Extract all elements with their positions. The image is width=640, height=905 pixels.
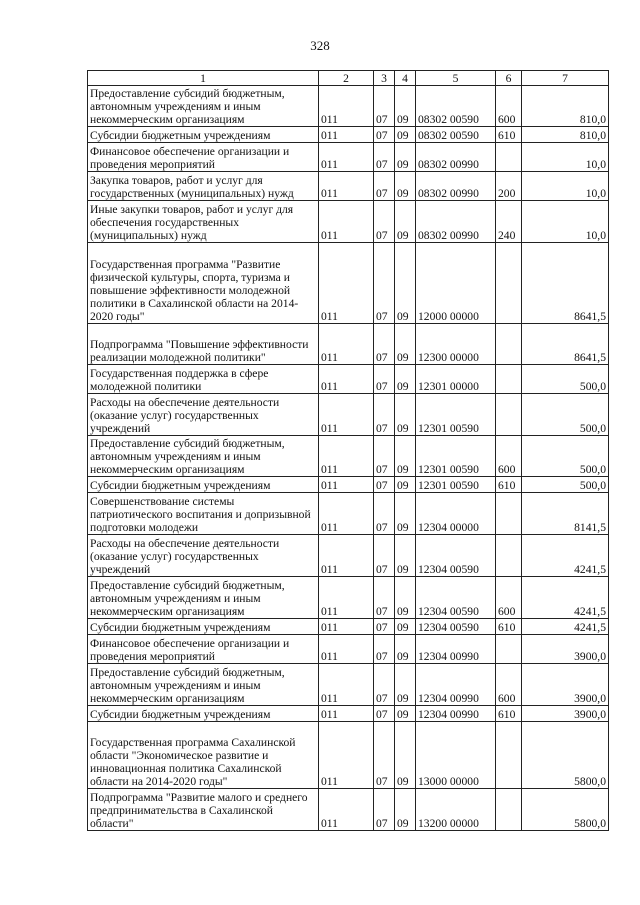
subsection-code-cell: 09 — [395, 127, 416, 143]
subsection-code-cell: 09 — [395, 477, 416, 493]
target-article-cell: 12304 00000 — [416, 493, 496, 535]
expense-type-cell — [496, 635, 522, 664]
expense-type-cell — [496, 243, 522, 324]
table-row — [88, 477, 609, 493]
table-row — [88, 201, 609, 243]
target-article-cell: 12301 00590 — [416, 436, 496, 477]
subsection-code-cell: 09 — [395, 143, 416, 172]
subsection-code-cell: 09 — [395, 86, 416, 127]
subsection-code-cell: 09 — [395, 722, 416, 789]
target-article-cell: 12000 00000 — [416, 243, 496, 324]
table-row — [88, 243, 609, 324]
target-article-cell: 13200 00000 — [416, 789, 496, 831]
subsection-code-cell: 09 — [395, 535, 416, 577]
header-cell: 5 — [416, 71, 496, 86]
expense-type-cell — [496, 493, 522, 535]
subsection-code-cell: 09 — [395, 635, 416, 664]
admin-code-cell: 011 — [319, 664, 374, 706]
admin-code-cell: 011 — [319, 201, 374, 243]
amount-cell: 8141,5 — [522, 493, 609, 535]
item-name-cell: Предоставление субсидий бюджетным, автономным учреждениям и иным некоммерческим организациям — [88, 577, 319, 619]
admin-code-cell: 011 — [319, 706, 374, 722]
section-code-cell: 07 — [374, 706, 395, 722]
target-article-cell: 08302 00590 — [416, 86, 496, 127]
table-row — [88, 324, 609, 365]
amount-cell: 5800,0 — [522, 789, 609, 831]
expense-type-cell: 610 — [496, 127, 522, 143]
subsection-code-cell: 09 — [395, 493, 416, 535]
expense-type-cell: 240 — [496, 201, 522, 243]
section-code-cell: 07 — [374, 324, 395, 365]
amount-cell: 500,0 — [522, 436, 609, 477]
item-name-cell: Государственная поддержка в сфере молодежной политики — [88, 365, 319, 394]
expense-type-cell — [496, 535, 522, 577]
table-row — [88, 172, 609, 201]
item-name-cell: Предоставление субсидий бюджетным, автономным учреждениям и иным некоммерческим организациям — [88, 436, 319, 477]
section-code-cell: 07 — [374, 436, 395, 477]
target-article-cell: 12300 00000 — [416, 324, 496, 365]
table-row — [88, 722, 609, 789]
target-article-cell: 08302 00990 — [416, 172, 496, 201]
header-cell: 3 — [374, 71, 395, 86]
amount-cell: 10,0 — [522, 143, 609, 172]
target-article-cell: 12304 00990 — [416, 706, 496, 722]
admin-code-cell: 011 — [319, 365, 374, 394]
table-row — [88, 619, 609, 635]
table-row — [88, 127, 609, 143]
item-name-cell: Государственная программа "Развитие физической культуры, спорта, туризма и повышение эффективности молодежной политики в Сахалинской области на 2014-2020 годы" — [88, 243, 319, 324]
subsection-code-cell: 09 — [395, 577, 416, 619]
table-row — [88, 577, 609, 619]
target-article-cell: 12301 00590 — [416, 477, 496, 493]
admin-code-cell: 011 — [319, 477, 374, 493]
admin-code-cell: 011 — [319, 635, 374, 664]
expense-type-cell: 200 — [496, 172, 522, 201]
subsection-code-cell: 09 — [395, 706, 416, 722]
amount-cell: 4241,5 — [522, 577, 609, 619]
admin-code-cell: 011 — [319, 722, 374, 789]
admin-code-cell: 011 — [319, 493, 374, 535]
subsection-code-cell: 09 — [395, 324, 416, 365]
section-code-cell: 07 — [374, 722, 395, 789]
target-article-cell: 08302 00990 — [416, 143, 496, 172]
target-article-cell: 12301 00590 — [416, 394, 496, 436]
section-code-cell: 07 — [374, 243, 395, 324]
expense-type-cell: 600 — [496, 664, 522, 706]
item-name-cell: Подпрограмма "Повышение эффективности реализации молодежной политики" — [88, 324, 319, 365]
table-row — [88, 535, 609, 577]
section-code-cell: 07 — [374, 535, 395, 577]
item-name-cell: Субсидии бюджетным учреждениям — [88, 706, 319, 722]
subsection-code-cell: 09 — [395, 436, 416, 477]
amount-cell: 500,0 — [522, 365, 609, 394]
amount-cell: 4241,5 — [522, 535, 609, 577]
subsection-code-cell: 09 — [395, 365, 416, 394]
subsection-code-cell: 09 — [395, 201, 416, 243]
amount-cell: 3900,0 — [522, 635, 609, 664]
section-code-cell: 07 — [374, 143, 395, 172]
expense-type-cell — [496, 143, 522, 172]
amount-cell: 3900,0 — [522, 664, 609, 706]
subsection-code-cell: 09 — [395, 172, 416, 201]
amount-cell: 500,0 — [522, 394, 609, 436]
admin-code-cell: 011 — [319, 789, 374, 831]
header-cell: 6 — [496, 71, 522, 86]
subsection-code-cell: 09 — [395, 394, 416, 436]
target-article-cell: 12301 00000 — [416, 365, 496, 394]
amount-cell: 8641,5 — [522, 324, 609, 365]
amount-cell: 10,0 — [522, 201, 609, 243]
amount-cell: 810,0 — [522, 127, 609, 143]
section-code-cell: 07 — [374, 577, 395, 619]
admin-code-cell: 011 — [319, 127, 374, 143]
item-name-cell: Подпрограмма "Развитие малого и среднего предпринимательства в Сахалинской области" — [88, 789, 319, 831]
amount-cell: 10,0 — [522, 172, 609, 201]
subsection-code-cell: 09 — [395, 789, 416, 831]
table-row — [88, 493, 609, 535]
amount-cell: 3900,0 — [522, 706, 609, 722]
item-name-cell: Совершенствование системы патриотического воспитания и допризывной подготовки молодежи — [88, 493, 319, 535]
admin-code-cell: 011 — [319, 535, 374, 577]
admin-code-cell: 011 — [319, 436, 374, 477]
expense-type-cell — [496, 394, 522, 436]
expense-type-cell: 610 — [496, 477, 522, 493]
table-row — [88, 706, 609, 722]
section-code-cell: 07 — [374, 172, 395, 201]
admin-code-cell: 011 — [319, 324, 374, 365]
header-cell: 2 — [319, 71, 374, 86]
table-row — [88, 143, 609, 172]
subsection-code-cell: 09 — [395, 664, 416, 706]
item-name-cell: Государственная программа Сахалинской области "Экономическое развитие и инновационная политика Сахалинской области на 2014-2020 годы" — [88, 722, 319, 789]
section-code-cell: 07 — [374, 127, 395, 143]
item-name-cell: Расходы на обеспечение деятельности (оказание услуг) государственных учреждений — [88, 394, 319, 436]
item-name-cell: Субсидии бюджетным учреждениям — [88, 477, 319, 493]
amount-cell: 810,0 — [522, 86, 609, 127]
target-article-cell: 08302 00990 — [416, 201, 496, 243]
item-name-cell: Предоставление субсидий бюджетным, автономным учреждениям и иным некоммерческим организациям — [88, 664, 319, 706]
section-code-cell: 07 — [374, 493, 395, 535]
target-article-cell: 12304 00990 — [416, 664, 496, 706]
budget-table — [87, 70, 609, 831]
admin-code-cell: 011 — [319, 143, 374, 172]
item-name-cell: Финансовое обеспечение организации и проведения мероприятий — [88, 143, 319, 172]
expense-type-cell — [496, 789, 522, 831]
amount-cell: 5800,0 — [522, 722, 609, 789]
admin-code-cell: 011 — [319, 86, 374, 127]
admin-code-cell: 011 — [319, 619, 374, 635]
amount-cell: 8641,5 — [522, 243, 609, 324]
target-article-cell: 12304 00590 — [416, 535, 496, 577]
page-number: 328 — [310, 38, 330, 53]
header-cell: 1 — [88, 71, 319, 86]
section-code-cell: 07 — [374, 394, 395, 436]
target-article-cell: 13000 00000 — [416, 722, 496, 789]
section-code-cell: 07 — [374, 635, 395, 664]
item-name-cell: Субсидии бюджетным учреждениям — [88, 127, 319, 143]
target-article-cell: 12304 00590 — [416, 577, 496, 619]
section-code-cell: 07 — [374, 477, 395, 493]
admin-code-cell: 011 — [319, 172, 374, 201]
admin-code-cell: 011 — [319, 243, 374, 324]
amount-cell: 4241,5 — [522, 619, 609, 635]
item-name-cell: Закупка товаров, работ и услуг для государственных (муниципальных) нужд — [88, 172, 319, 201]
section-code-cell: 07 — [374, 619, 395, 635]
expense-type-cell — [496, 365, 522, 394]
target-article-cell: 12304 00990 — [416, 635, 496, 664]
item-name-cell: Предоставление субсидий бюджетным, автономным учреждениям и иным некоммерческим организациям — [88, 86, 319, 127]
subsection-code-cell: 09 — [395, 243, 416, 324]
table-row — [88, 789, 609, 831]
admin-code-cell: 011 — [319, 394, 374, 436]
expense-type-cell — [496, 324, 522, 365]
target-article-cell: 08302 00590 — [416, 127, 496, 143]
section-code-cell: 07 — [374, 86, 395, 127]
expense-type-cell: 600 — [496, 436, 522, 477]
amount-cell: 500,0 — [522, 477, 609, 493]
expense-type-cell: 600 — [496, 577, 522, 619]
section-code-cell: 07 — [374, 365, 395, 394]
header-cell: 7 — [522, 71, 609, 86]
admin-code-cell: 011 — [319, 577, 374, 619]
section-code-cell: 07 — [374, 664, 395, 706]
table-header-row — [88, 71, 609, 86]
item-name-cell: Субсидии бюджетным учреждениям — [88, 619, 319, 635]
table-row — [88, 394, 609, 436]
table-row — [88, 635, 609, 664]
subsection-code-cell: 09 — [395, 619, 416, 635]
table-row — [88, 365, 609, 394]
header-cell: 4 — [395, 71, 416, 86]
expense-type-cell: 600 — [496, 86, 522, 127]
target-article-cell: 12304 00590 — [416, 619, 496, 635]
expense-type-cell — [496, 722, 522, 789]
table-row — [88, 436, 609, 477]
section-code-cell: 07 — [374, 789, 395, 831]
table-row — [88, 86, 609, 127]
table-row — [88, 664, 609, 706]
expense-type-cell: 610 — [496, 619, 522, 635]
section-code-cell: 07 — [374, 201, 395, 243]
item-name-cell: Расходы на обеспечение деятельности (оказание услуг) государственных учреждений — [88, 535, 319, 577]
item-name-cell: Финансовое обеспечение организации и проведения мероприятий — [88, 635, 319, 664]
expense-type-cell: 610 — [496, 706, 522, 722]
item-name-cell: Иные закупки товаров, работ и услуг для обеспечения государственных (муниципальных) нужд — [88, 201, 319, 243]
